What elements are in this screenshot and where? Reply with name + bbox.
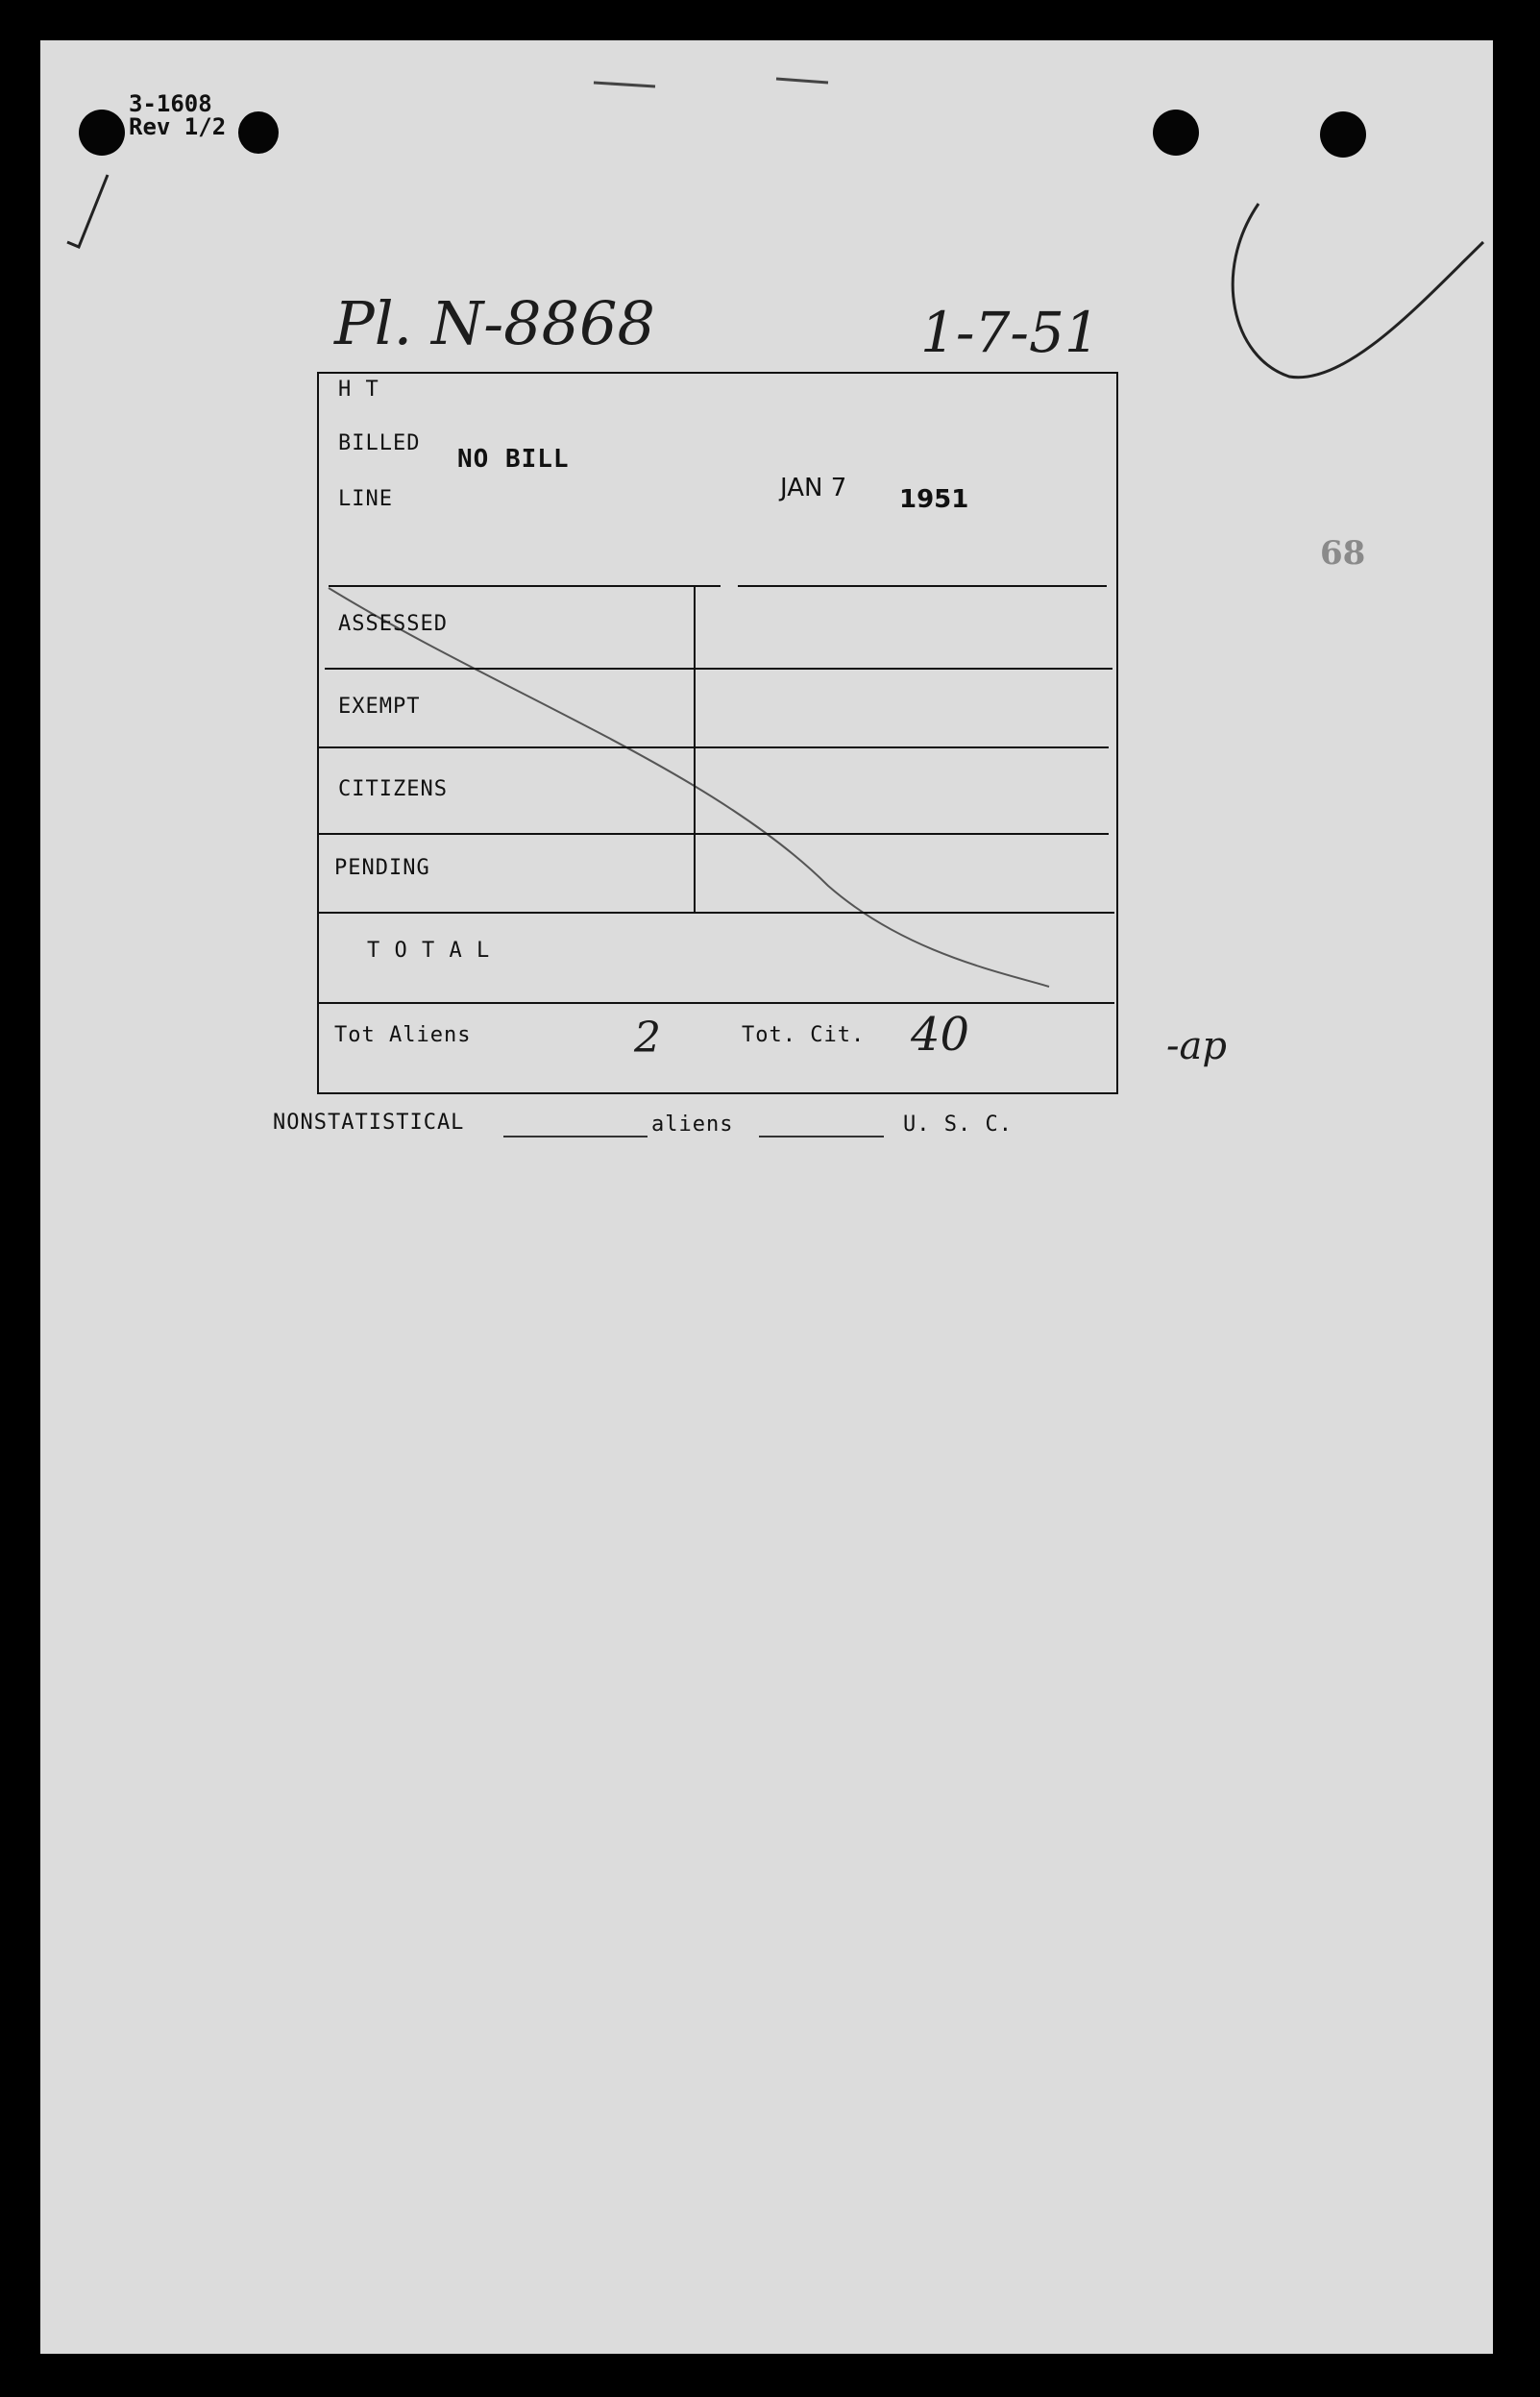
nonstatistical-label: NONSTATISTICAL [273, 1111, 465, 1135]
ht-label: H T [338, 378, 379, 402]
citizens-count: 40 [911, 1008, 970, 1062]
column-divider [694, 587, 696, 912]
handwritten-initials: -ap [1166, 1024, 1227, 1068]
row-line-4 [319, 833, 1109, 835]
row-label-assessed: ASSESSED [338, 612, 448, 636]
form-number: 3-1608 [129, 90, 212, 117]
row-line-3 [319, 746, 1109, 748]
aliens-label: aliens [651, 1113, 734, 1137]
row-line-6 [319, 1002, 1114, 1004]
form-revision: Rev 1/2 [129, 113, 227, 140]
row-label-pending: PENDING [334, 856, 430, 880]
usc-label: U. S. C. [903, 1113, 1013, 1137]
total-label: T O T A L [367, 939, 491, 963]
row-line-1 [329, 585, 721, 587]
row-label-exempt: EXEMPT [338, 695, 421, 719]
billed-label: BILLED [338, 431, 421, 455]
handwritten-reference: Pl. N-8868 [334, 288, 655, 358]
top-marks [594, 79, 828, 86]
curve-mark [1233, 204, 1483, 378]
document-page [40, 40, 1493, 2354]
row-line-2 [325, 668, 1112, 670]
date-stamp-month-day: JAN 7 [780, 474, 847, 502]
nonstatistical-blank [503, 1136, 648, 1137]
aliens-count: 2 [634, 1014, 661, 1063]
date-stamp-year: 1951 [899, 485, 969, 514]
aliens-blank [759, 1136, 884, 1137]
row-line-1-right [738, 585, 1107, 587]
handwritten-date: 1-7-51 [920, 300, 1100, 365]
tot-cit-label: Tot. Cit. [742, 1023, 866, 1047]
tot-aliens-label: Tot Aliens [334, 1023, 472, 1047]
check-mark [67, 175, 108, 247]
row-label-citizens: CITIZENS [338, 777, 448, 801]
no-bill-stamp: NO BILL [457, 445, 570, 474]
line-label: LINE [338, 487, 393, 511]
tally-form [317, 372, 1118, 1094]
row-line-5 [319, 912, 1114, 914]
page-number: 68 [1320, 534, 1366, 573]
